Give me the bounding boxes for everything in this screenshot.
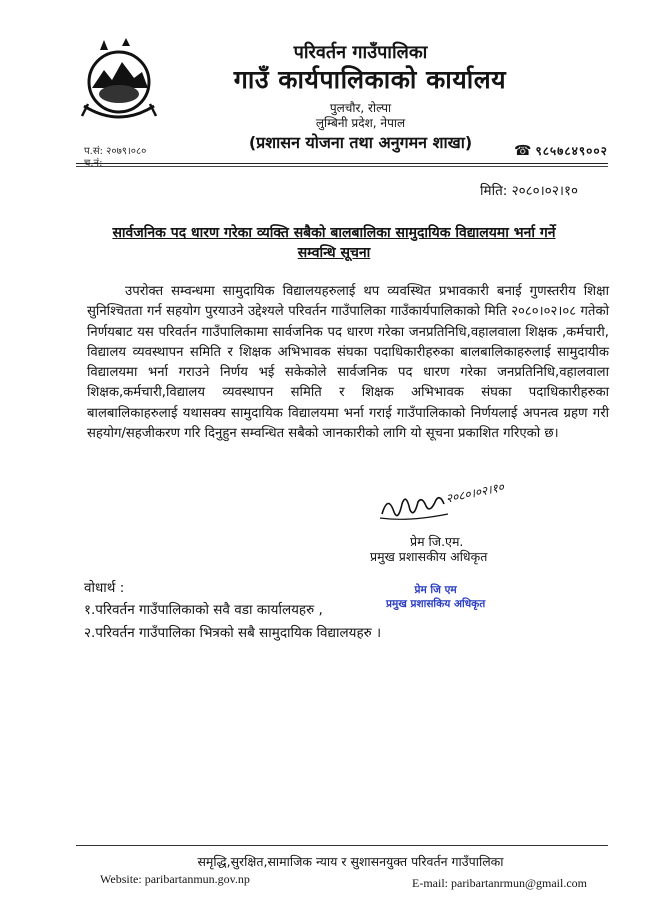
signatory-name: प्रेम जि.एम. [410, 534, 464, 549]
letter-date: मिति: २०८०।०२।१० [480, 183, 578, 199]
phone-value: ९८५७८४९००२ [535, 144, 608, 158]
office-name: गाउँ कार्यपालिकाको कार्यालय [233, 65, 507, 94]
header-divider-secondary [76, 166, 608, 167]
org-name: परिवर्तन गाउँपालिका [293, 42, 428, 63]
footer-email: E-mail: paribartanrmun@gmail.com [412, 876, 587, 890]
address-line-2: लुम्बिनी प्रदेश, नेपाल [315, 116, 406, 130]
letter-subject: सार्वजनिक पद धारण गरेका व्यक्ति सबैको बालबालिका सामुदायिक विद्यालयमा भर्ना गर्ने सम्वन्धि सूचना [112, 225, 556, 261]
letter-body: उपरोक्त सम्वन्धमा सामुदायिक विद्यालयहरुलाई थप व्यवस्थित प्रभावकारी बनाई गुणस्तरीय शिक्षा सुनिश्चितता गर्न सहयोग पुरयाउने उद्देश्यले परिवर्तन गाउँपालिका गाउँकार्यपालिकाको मिति २०८०।०२।०८ गतेको निर्णयबाट यस परिवर्तन गाउँपालिकामा सार्वजनिक पद धारण गरेका जनप्रतिनिधि,वहालवाला शिक्षक ,कर्मचारी, विद्यालय व्यवस्थापन समिति र शिक्षक अभिभावक संघका पदाधिकारीहरुका बालबालिकाहरुलाई सामुदायीक विद्यालयमा भर्ना गराउने निर्णय भई सकेकोले सार्वजनिक पद धारण गरेका जनप्रतिनिधि,वहालवाला शिक्षक,कर्मचारी,विद्यालय व्यवस्थापन समिति र शिक्षक अभिभावक संघका पदाधिकारीहरुका बालबालिकाहरुलाई यथासक्य सामुदायिक विद्यालयमा भर्ना गराई गाउँपालिकाको निर्णयलाई अपनत्व ग्रहण गरी सहयोग/सहजीकरण गरि दिनुहुन सम्वन्धित सबैको जानकारीको लागि यो सूचना प्रकाशित गरिएको छ। [87, 284, 609, 442]
footer-divider [76, 845, 608, 846]
distribution-item: १.परिवर्तन गाउँपालिकाको सवै वडा कार्यालयहरु , [84, 602, 323, 618]
footer-motto: समृद्धि,सुरक्षित,सामाजिक न्याय र सुशासनयुक्त परिवर्तन गाउँपालिका [197, 854, 504, 869]
official-stamp [386, 583, 485, 611]
footer-website: Website: paribartanmun.gov.np [100, 872, 250, 886]
distribution-item: २.परिवर्तन गाउँपालिका भित्रको सबै सामुदायिक विद्यालयहरु । [84, 625, 382, 641]
section-name: (प्रशासन योजना तथा अनुगमन शाखा) [248, 133, 473, 152]
stamp-line-2: प्रमुख प्रशासकिय अधिकृत [386, 598, 486, 610]
distribution-label: वोधार्थ : [84, 580, 125, 596]
phone-icon: ☎ [514, 143, 533, 159]
header-divider [76, 163, 608, 164]
stamp-line-1: प्रेम जि एम [414, 584, 457, 596]
dispatch-number: च.नं: [84, 158, 103, 169]
signatory-title: प्रमुख प्रशासकीय अधिकृत [370, 549, 488, 564]
reference-number: प.सं: २०७९।०८० [84, 146, 147, 157]
phone-number [514, 142, 608, 159]
signature-date: २०८०।०२।१० [444, 479, 506, 506]
address-line-1: पुलचौर, रोल्पा [329, 101, 392, 115]
